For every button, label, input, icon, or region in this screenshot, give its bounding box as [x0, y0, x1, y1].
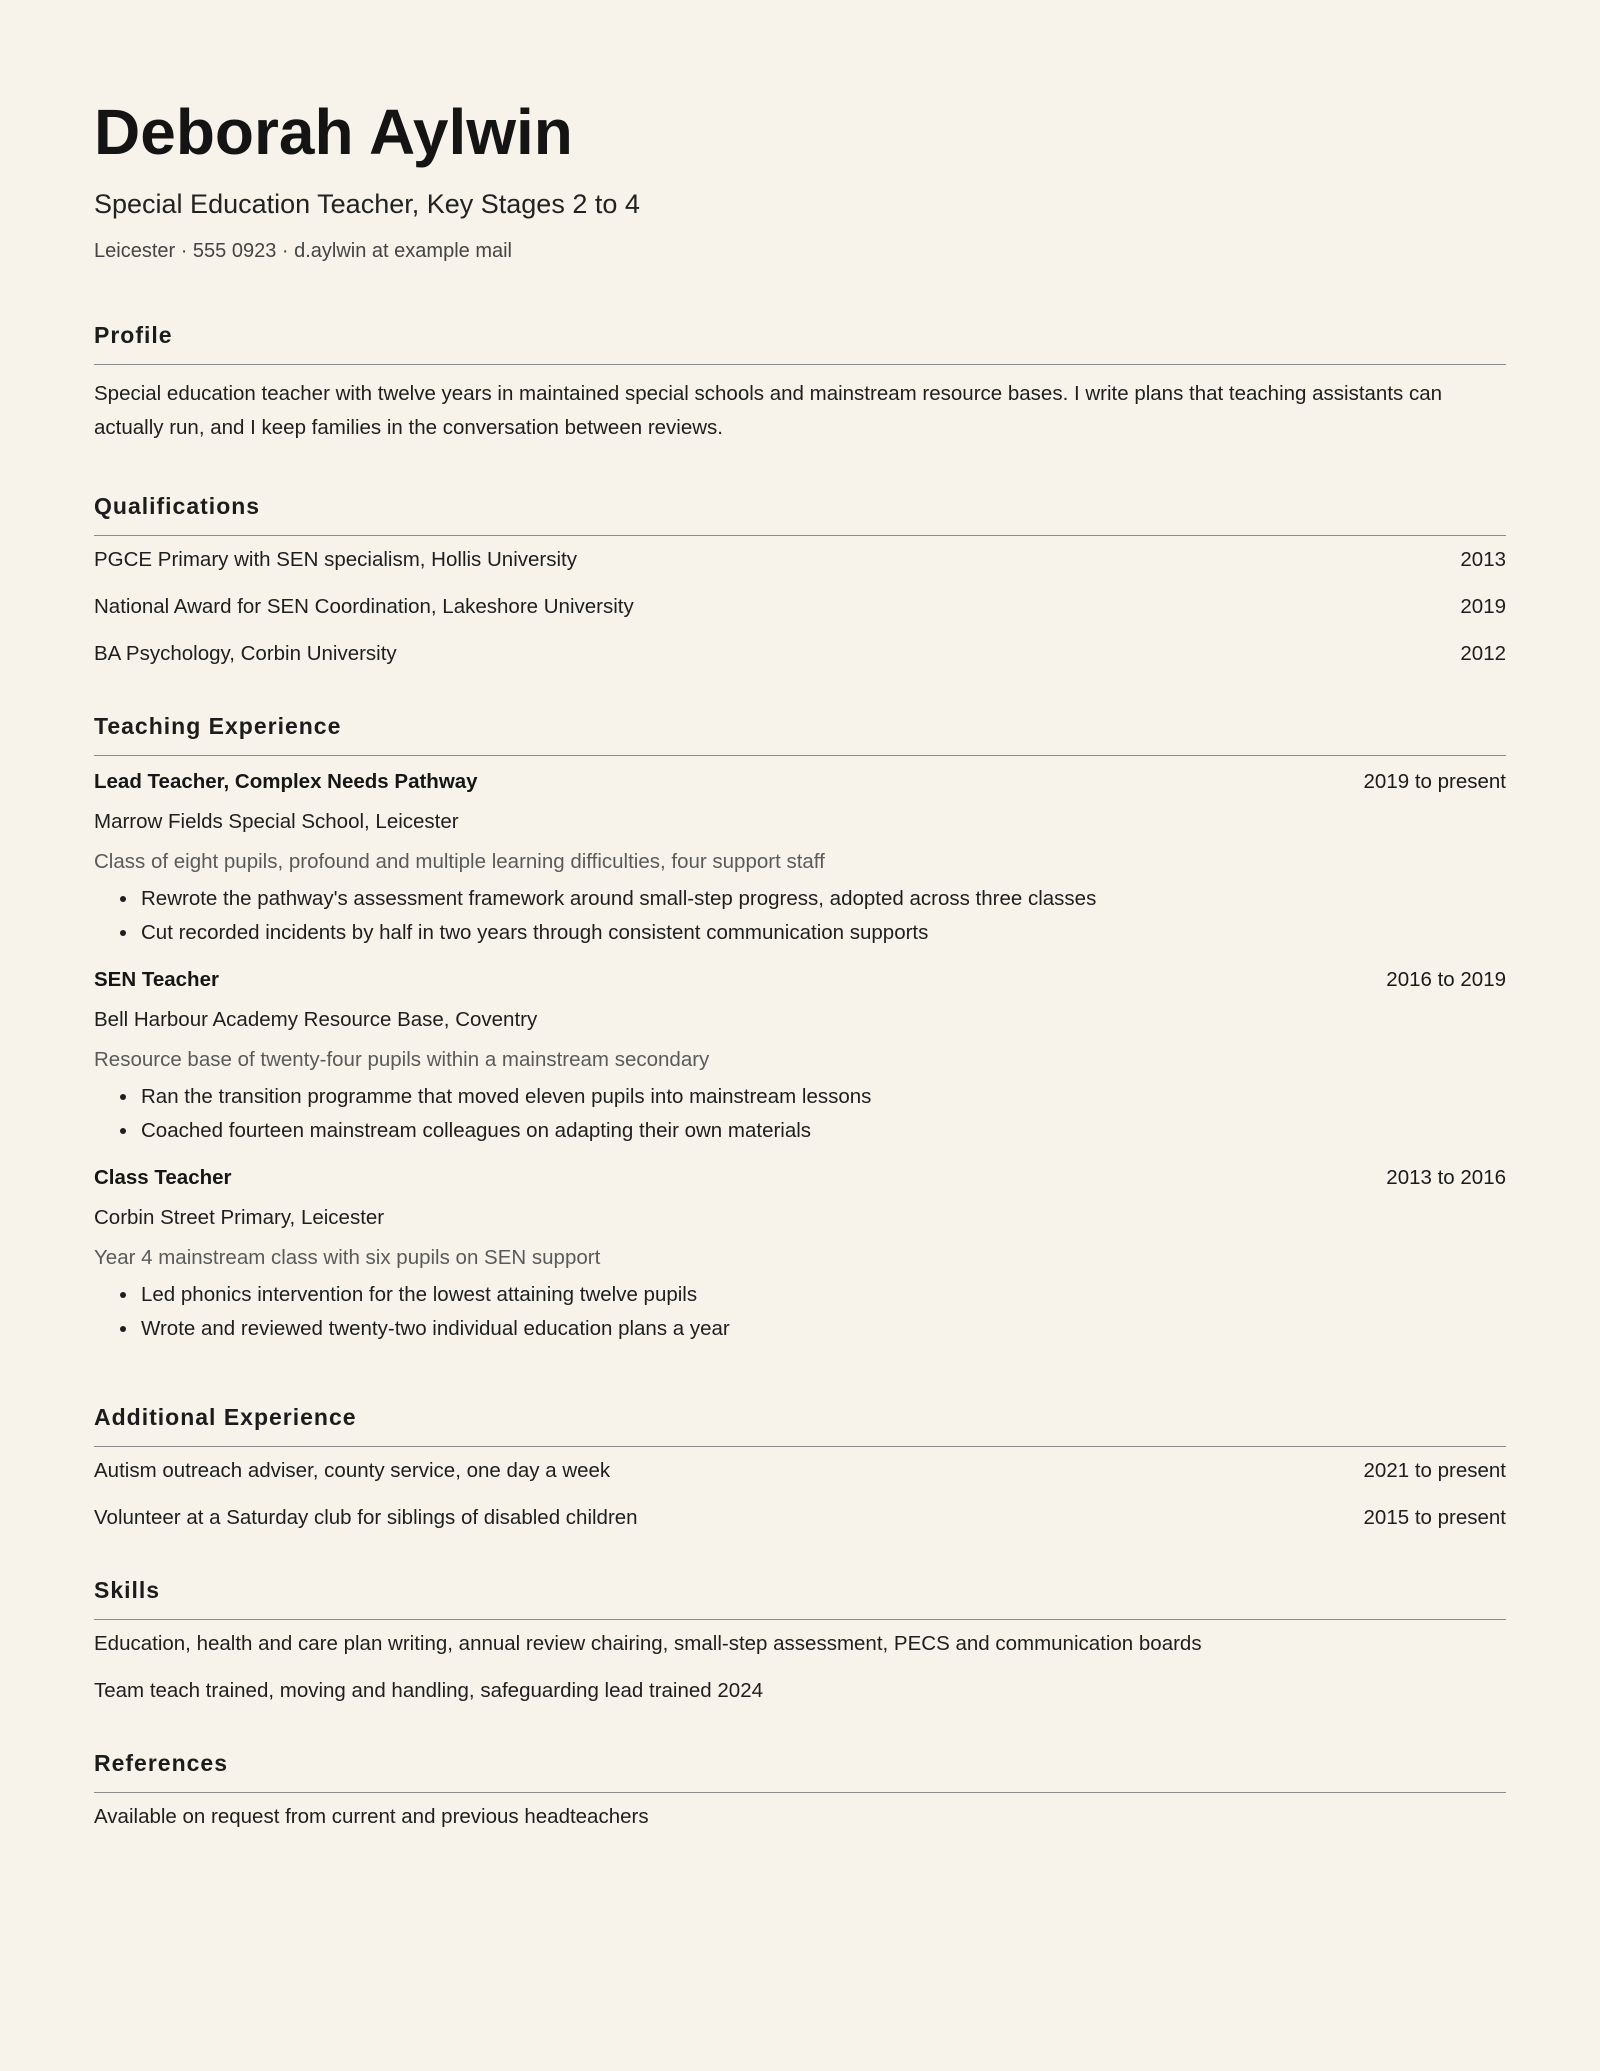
achievement-item: Wrote and reviewed twenty-two individual education plans a year [120, 1312, 1506, 1346]
qualifications-section [94, 491, 1506, 677]
references-section [94, 1748, 1506, 1840]
job-organisation: Corbin Street Primary, Leicester [94, 1206, 385, 1229]
section-title-teaching-experience: Teaching Experience [94, 711, 1506, 756]
skills-text: Education, health and care plan writing, annual review chairing, small-step assessment, PECS and communication boards [94, 1632, 1202, 1655]
additional-experience-label: Volunteer at a Saturday club for siblings of disabled children [94, 1506, 638, 1529]
skills-section [94, 1575, 1506, 1714]
section-title-additional-experience: Additional Experience [94, 1402, 1506, 1447]
job-header [94, 762, 1506, 802]
section-title-references: References [94, 1748, 1506, 1793]
additional-experience-row [94, 1447, 1506, 1494]
section-title-skills: Skills [94, 1575, 1506, 1620]
job-achievements [94, 1080, 1506, 1148]
job-achievements [94, 1278, 1506, 1346]
profile-text: Special education teacher with twelve years in maintained special schools and mainstream resource bases. I write plans that teaching assistants can actually run, and I keep families in the conversation between reviews. [94, 382, 1443, 439]
achievement-item: Cut recorded incidents by half in two years through consistent communication supports [120, 916, 1506, 950]
additional-experience-row [94, 1494, 1506, 1541]
achievement-item: Led phonics intervention for the lowest attaining twelve pupils [120, 1278, 1506, 1312]
job-organisation: Marrow Fields Special School, Leicester [94, 810, 459, 833]
section-title-profile: Profile [94, 320, 1506, 365]
job-description: Class of eight pupils, profound and multiple learning difficulties, four support staff [94, 850, 825, 873]
skills-list [94, 1620, 1506, 1714]
skills-text: Team teach trained, moving and handling, safeguarding lead trained 2024 [94, 1679, 763, 1702]
job-header [94, 1158, 1506, 1198]
job-title: Lead Teacher, Complex Needs Pathway [94, 770, 478, 793]
job-title: Class Teacher [94, 1166, 232, 1189]
job-dates: 2019 to present [1363, 770, 1506, 793]
teaching-experience-section [94, 711, 1506, 1346]
references-line [94, 1793, 1506, 1840]
contact-line: Leicester · 555 0923 · d.aylwin at example mail [94, 240, 512, 262]
qualification-year: 2012 [1460, 642, 1506, 665]
qualifications-list [94, 536, 1506, 677]
achievement-item: Rewrote the pathway's assessment framework around small-step progress, adopted across three classes [120, 882, 1506, 916]
qualification-row [94, 583, 1506, 630]
qualification-label: PGCE Primary with SEN specialism, Hollis University [94, 548, 577, 571]
achievement-item: Ran the transition programme that moved eleven pupils into mainstream lessons [120, 1080, 1506, 1114]
job-achievements [94, 882, 1506, 950]
additional-experience-dates: 2021 to present [1363, 1459, 1506, 1482]
qualification-year: 2019 [1460, 595, 1506, 618]
job-title: SEN Teacher [94, 968, 219, 991]
qualification-label: National Award for SEN Coordination, Lakeshore University [94, 595, 634, 618]
skills-line [94, 1620, 1506, 1667]
additional-experience-label: Autism outreach adviser, county service, one day a week [94, 1459, 611, 1482]
qualification-year: 2013 [1460, 548, 1506, 571]
job-organisation: Bell Harbour Academy Resource Base, Coventry [94, 1008, 538, 1031]
references-text: Available on request from current and previous headteachers [94, 1805, 649, 1828]
references-list [94, 1793, 1506, 1840]
candidate-name: Deborah Aylwin [94, 96, 573, 168]
qualification-row [94, 630, 1506, 677]
job-dates: 2013 to 2016 [1386, 1166, 1506, 1189]
job-dates: 2016 to 2019 [1386, 968, 1506, 991]
qualification-row [94, 536, 1506, 583]
job-description: Resource base of twenty-four pupils within a mainstream secondary [94, 1048, 710, 1071]
job-description: Year 4 mainstream class with six pupils on SEN support [94, 1246, 601, 1269]
additional-experience-section [94, 1402, 1506, 1541]
job-entry [94, 1158, 1506, 1346]
job-header [94, 960, 1506, 1000]
job-entry [94, 960, 1506, 1148]
section-title-qualifications: Qualifications [94, 491, 1506, 536]
additional-experience-list [94, 1447, 1506, 1541]
job-entry [94, 762, 1506, 950]
qualification-label: BA Psychology, Corbin University [94, 642, 397, 665]
additional-experience-dates: 2015 to present [1363, 1506, 1506, 1529]
skills-line [94, 1667, 1506, 1714]
candidate-headline: Special Education Teacher, Key Stages 2 to 4 [94, 189, 640, 219]
profile-section [94, 320, 1506, 445]
achievement-item: Coached fourteen mainstream colleagues on adapting their own materials [120, 1114, 1506, 1148]
